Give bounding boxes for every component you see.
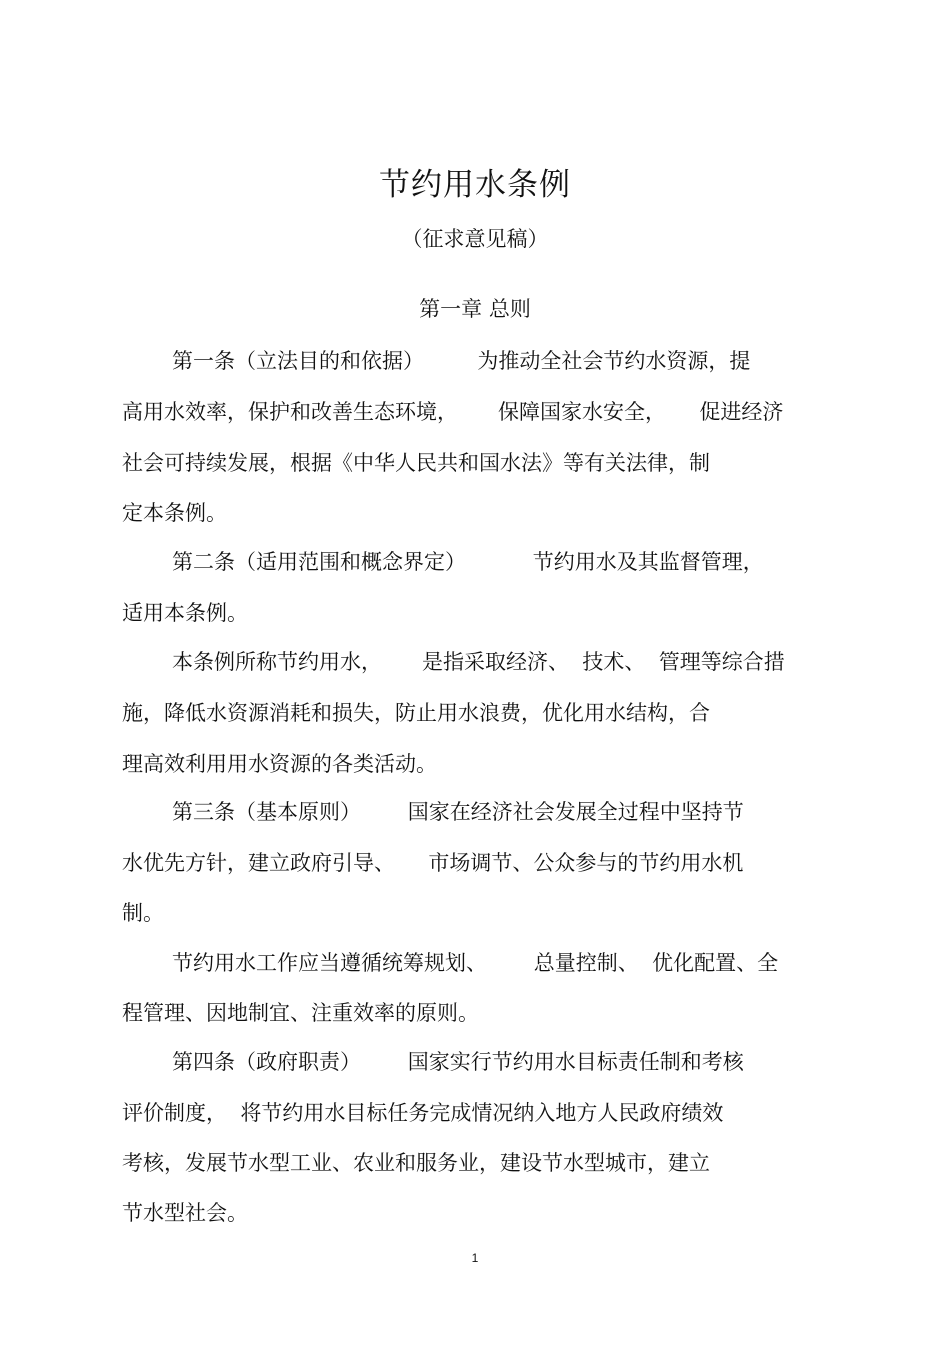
paragraph-line: 高用水效率，保护和改善生态环境， 保障国家水安全， 促进经济: [122, 400, 784, 424]
paragraph-line: 第三条（基本原则） 国家在经济社会发展全过程中坚持节: [172, 800, 744, 824]
paragraph-line: 适用本条例。: [122, 601, 248, 625]
document-title: 节约用水条例: [379, 167, 571, 203]
paragraph-line: 施，降低水资源消耗和损失，防止用水浪费，优化用水结构，合: [122, 701, 710, 725]
page-number: 1: [471, 1251, 479, 1265]
paragraph-line: 第四条（政府职责） 国家实行节约用水目标责任制和考核: [172, 1050, 744, 1074]
paragraph-line: 定本条例。: [122, 501, 227, 525]
paragraph-line: 节水型社会。: [122, 1201, 248, 1225]
paragraph-line: 理高效利用用水资源的各类活动。: [122, 752, 437, 776]
paragraph-line: 考核，发展节水型工业、农业和服务业，建设节水型城市，建立: [122, 1151, 710, 1175]
paragraph-line: 第一条（立法目的和依据） 为推动全社会节约水资源，提: [172, 349, 751, 373]
paragraph-line: 节约用水工作应当遵循统筹规划、 总量控制、 优化配置、全: [172, 951, 779, 975]
paragraph-line: 程管理、因地制宜、注重效率的原则。: [122, 1001, 479, 1025]
paragraph-line: 社会可持续发展，根据《中华人民共和国水法》等有关法律，制: [122, 451, 710, 475]
document-subtitle: （征求意见稿）: [401, 227, 549, 251]
paragraph-line: 水优先方针，建立政府引导、 市场调节、公众参与的节约用水机: [122, 851, 744, 875]
paragraph-line: 本条例所称节约用水， 是指采取经济、 技术、 管理等综合措: [172, 650, 785, 674]
chapter-heading: 第一章 总则: [419, 297, 531, 321]
paragraph-line: 制。: [122, 901, 164, 925]
paragraph-line: 评价制度， 将节约用水目标任务完成情况纳入地方人民政府绩效: [122, 1101, 724, 1125]
paragraph-line: 第二条（适用范围和概念界定） 节约用水及其监督管理，: [172, 550, 764, 574]
